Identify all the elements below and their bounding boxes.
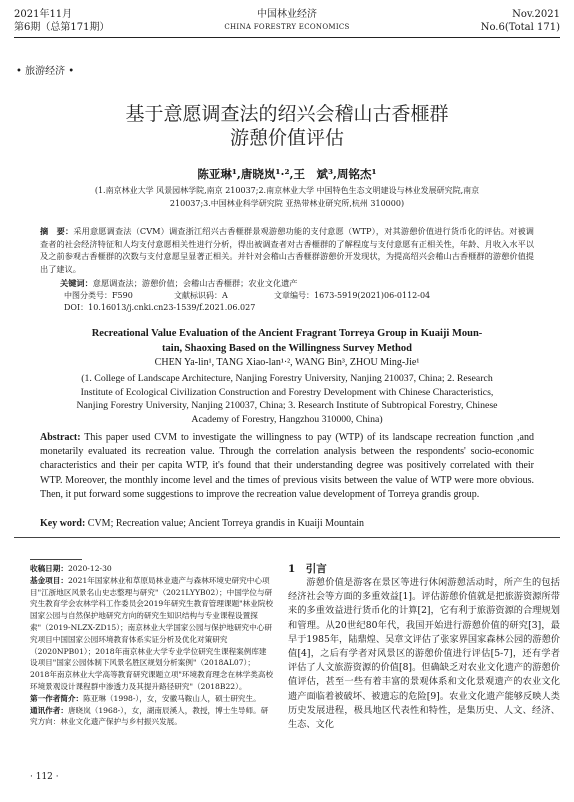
fund-value: 2021年国家林业和草原局林业遗产与森林环境史研究中心项目"江浙地区风景名山史志整理与研究"（2021LYYB02）；中国学位与研究生教育学会农林学科工作委员会2019年研究生教育管理课题"林业院校国家公园与自然保护地研究方向的研究生知识结构与专业课程设置探索"（2019-NLZX-ZD15）；南京林业大学国家公园与保护地研究中心研究项目中国国家公园环境教育体系实证分析及优化对策研究（2020NPB01）；2018年南京林业大学专业学位研究生课程案例库建设项目"国家公园体制下风景名胜区规划分析案例"（2018AL07）；2018年南京林业大学高等教育研究课题立项"环境教育理念在林学类高校环境景观设计课程群中渗透力及其提升路径研究"（2018B22）。 xyxy=(30,575,274,691)
keywords-en-text: CVM; Recreation value; Ancient Torreya grandis in Kuaiji Mountain xyxy=(85,518,365,529)
classification-row xyxy=(64,290,534,302)
affiliation-en-line1: (1. College of Landscape Architecture, Nanjing Forestry University, Nanjing 210037, China; 2. Research xyxy=(81,373,493,384)
affiliation-en-line3: Nanjing Forestry University, Nanjing 210037, China; 3. Research Institute of Subtropical Forestry, Chinese xyxy=(76,400,498,411)
abstract-cn-label: 摘 要： xyxy=(40,226,74,236)
abstract-en xyxy=(40,431,534,502)
document-code: 文献标识码：A xyxy=(174,291,228,300)
clc-number: 中图分类号：F590 xyxy=(64,291,133,300)
title-cn xyxy=(0,102,574,150)
intro-paragraph: 游憩价值是游客在景区等进行休闲游憩活动时，所产生的包括经济社会等方面的多重效益[1]。评估游憩价值就是把旅游资源所带来的多重效益进行货币化的计算[2]，它有利于旅游资源的合理规划和管理。从20世纪80年代，我国开始进行游憩价值的研究[3]，最早于1985年，陆鼎煌、吴章文评估了张家界国家森林公园的游憩价值[4]，之后有学者对风景区的游憩价值进行评估[5-7]，还有学者评估了人文旅游资源的价值[8]。但确缺乏对农业文化遗产的游憩价值评估，甚至一些有着丰富的景观体系和文化景观遗产的农业文化遗产面临着被破坏、被遗忘的危险[9]。农业文化遗产能够反映人类历史发展进程，极具地区代表性和特性，是集历史、人文、经济、生态、文化 xyxy=(288,577,560,731)
intro-heading: 1 引言 xyxy=(288,563,327,575)
received-value: 2020-12-30 xyxy=(67,564,112,573)
journal-date-issue-en xyxy=(481,8,560,34)
title-en-line1: Recreational Value Evaluation of the Ancient Fragrant Torreya Group in Kuaiji Moun- xyxy=(91,328,483,339)
corresponding-author-info xyxy=(30,705,274,729)
authors-cn: 陈亚琳¹,唐晓岚¹·²,王 斌³,周铭杰¹ xyxy=(197,167,377,181)
keywords-cn-label: 关键词： xyxy=(60,278,93,288)
abstract-en-text: This paper used CVM to investigate the willingness to pay (WTP) of its landscape recreation function ,and monetarily evaluated its recreation value. Through the correlation analysis between the respondents' socio-economic characteristics and their per capita WTP, it's found that their understanding degree was positively correlated with their WTP. Moreover, the monthly income level and the times of previous visits between the value of WTP were more obvious. Then, it put forward some suggestions to improve the recreation value development of Torreya grandis group. xyxy=(40,432,534,500)
keywords-en xyxy=(40,517,534,531)
title-en xyxy=(40,326,534,356)
journal-name-en: CHINA FORESTRY ECONOMICS xyxy=(224,23,350,31)
affiliation-en xyxy=(40,372,534,426)
header-date: 2021年11月 xyxy=(14,9,73,20)
corresponding-label: 通讯作者： xyxy=(30,705,68,715)
footnote-rule xyxy=(30,559,82,560)
corresponding-value: 唐晓岚（1968-），女，湖南辰溪人，教授，博士生导师。研究方向：林业文化遗产保护与乡村振兴发展。 xyxy=(30,705,269,727)
affiliation-cn-line1: (1.南京林业大学 风景园林学院,南京 210037;2.南京林业大学 中国特色生态文明建设与林业发展研究院,南京 xyxy=(94,186,480,195)
fund-info xyxy=(30,575,274,693)
keywords-cn-text: 意愿调查法；游憩价值；会稽山古香榧群；农业文化遗产 xyxy=(92,278,298,288)
journal-name-cn: 中国林业经济 xyxy=(257,9,317,20)
abstract-en-label: Abstract: xyxy=(40,432,81,443)
header-issue: 第6期（总第171期） xyxy=(14,22,110,33)
first-author-label: 第一作者简介： xyxy=(30,693,84,703)
header-issue-en: No.6(Total 171) xyxy=(480,22,560,33)
keywords-en-label: Key word: xyxy=(40,518,86,529)
footnotes xyxy=(30,563,274,728)
header-rule xyxy=(14,37,560,38)
header-date-en: Nov.2021 xyxy=(512,9,560,20)
title-cn-line1: 基于意愿调查法的绍兴会稽山古香榧群 xyxy=(125,103,449,125)
received-label: 收稿日期： xyxy=(30,564,68,573)
abstract-cn-text: 采用意愿调查法（CVM）调查浙江绍兴古香榧群景观游憩功能的支付意愿（WTP），对其游憩价值进行货币化的评估。对被调查者的社会经济特征和人均支付意愿相关性进行分析，得出被调查者对古香榧群的了解程度与支付意愿有正相关性，年龄、月收入水平以及之前参观古香榧群的次数与支付意愿呈显著正相关。并针对会稽山古香榧群游憩价开发现状，为提高绍兴会稽山古香榧群的游憩价值提出了建议。 xyxy=(40,226,534,274)
first-author-value: 陈亚琳（1998-），女，安徽马鞍山人，硕士研究生。 xyxy=(83,693,261,703)
article-number: 文章编号：1673-5919(2021)06-0112-04 xyxy=(274,291,431,300)
keywords-cn xyxy=(60,277,534,290)
affiliation-en-line2: Institute of Ecological Civilization Construction and Forestry Development with Chinese Characteristics, xyxy=(80,386,494,398)
abstract-cn xyxy=(40,225,534,275)
section-tag: • 旅游经济 • xyxy=(16,66,75,77)
title-cn-line2: 游憩价值评估 xyxy=(229,127,344,149)
doi: DOI：10.16013/j.cnki.cn23-1539/f.2021.06.027 xyxy=(64,303,256,312)
affiliation-cn xyxy=(60,184,514,210)
affiliation-en-line4: Academy of Forestry, Hangzhou 310000, China) xyxy=(191,413,383,425)
fund-label: 基金项目： xyxy=(30,575,68,585)
received-date xyxy=(30,563,274,575)
abstract-divider xyxy=(14,537,560,538)
page-number: · 112 · xyxy=(30,772,59,782)
authors-en: CHEN Ya-lin¹, TANG Xiao-lan¹·², WANG Bin³, ZHOU Ming-Jie¹ xyxy=(154,357,420,368)
affiliation-cn-line2: 210037;3.中国林业科学研究院 亚热带林业研究所,杭州 310000) xyxy=(169,199,405,208)
title-en-line2: tain, Shaoxing Based on the Willingness Survey Method xyxy=(162,343,412,354)
first-author-info xyxy=(30,693,274,705)
